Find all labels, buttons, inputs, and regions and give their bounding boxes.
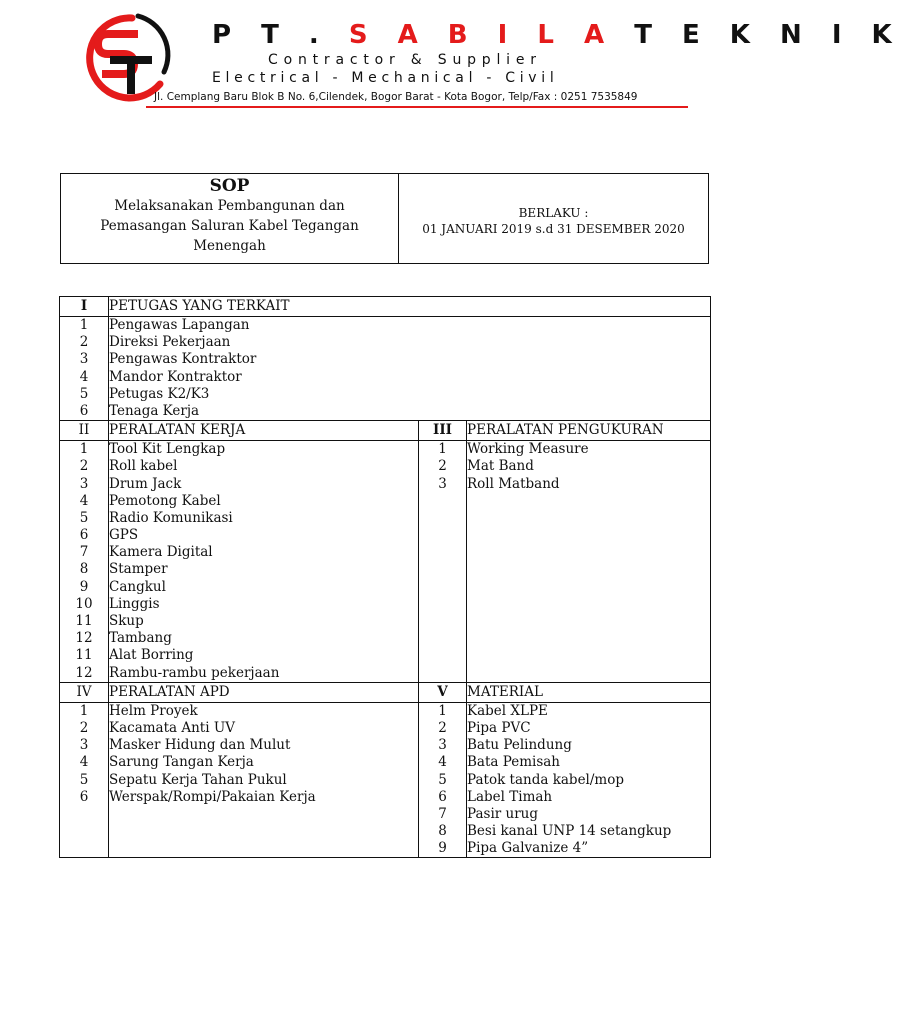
item-number: 12 xyxy=(75,630,93,647)
list-item: Patok tanda kabel/mop xyxy=(467,771,624,788)
item-number: 3 xyxy=(79,475,89,492)
item-column xyxy=(109,702,419,858)
list-item: Direksi Pekerjaan xyxy=(109,334,231,351)
list-item: Helm Proyek xyxy=(109,702,198,719)
item-number: 4 xyxy=(438,754,447,771)
section-title: PERALATAN APD xyxy=(109,682,419,702)
list-item: Linggis xyxy=(109,595,160,612)
item-number: 9 xyxy=(438,840,447,857)
item-number: 1 xyxy=(79,702,89,719)
company-prefix: P T . xyxy=(212,20,330,50)
item-number: 6 xyxy=(79,788,89,805)
item-number: 4 xyxy=(79,368,89,385)
item-number: 2 xyxy=(438,458,447,475)
item-number: 2 xyxy=(79,719,89,736)
section-title: PERALATAN PENGUKURAN xyxy=(467,421,711,441)
list-item: Tool Kit Lengkap xyxy=(109,441,226,458)
company-fields: Electrical - Mechanical - Civil xyxy=(212,70,559,86)
item-number: 2 xyxy=(79,334,89,351)
number-column xyxy=(60,441,109,683)
list-item: Alat Borring xyxy=(109,647,194,664)
list-item: Rambu-rambu pekerjaan xyxy=(109,664,280,681)
list-item: Tambang xyxy=(109,630,172,647)
item-column xyxy=(467,702,711,858)
list-item: Pengawas Kontraktor xyxy=(109,351,257,368)
list-item: Kamera Digital xyxy=(109,544,213,561)
list-item: Sepatu Kerja Tahan Pukul xyxy=(109,771,287,788)
item-number: 6 xyxy=(79,402,89,419)
list-item: Radio Komunikasi xyxy=(109,509,233,526)
section-title: MATERIAL xyxy=(467,682,711,702)
section-header-row xyxy=(60,297,711,317)
item-number: 11 xyxy=(75,647,93,664)
section-numeral: II xyxy=(60,421,109,441)
item-number: 4 xyxy=(79,492,89,509)
sop-subtitle-line: Menengah xyxy=(193,238,266,254)
list-item: Cangkul xyxy=(109,578,166,595)
list-item: Petugas K2/K3 xyxy=(109,385,210,402)
item-number: 3 xyxy=(79,737,89,754)
list-item: Kabel XLPE xyxy=(467,702,548,719)
item-number: 1 xyxy=(438,441,447,458)
number-column xyxy=(60,702,109,858)
item-number: 8 xyxy=(438,823,447,840)
list-item: Kacamata Anti UV xyxy=(109,719,235,736)
section-body-row xyxy=(60,702,711,858)
number-column xyxy=(60,317,109,421)
item-number: 8 xyxy=(79,561,89,578)
company-name-red: S A B I L A xyxy=(348,20,615,50)
section-numeral: III xyxy=(419,421,467,441)
item-number: 5 xyxy=(438,771,447,788)
list-item: Werspak/Rompi/Pakaian Kerja xyxy=(109,788,316,805)
item-number: 6 xyxy=(79,527,89,544)
item-number: 2 xyxy=(438,719,447,736)
item-number: 10 xyxy=(75,595,93,612)
sop-table xyxy=(59,296,711,858)
item-column xyxy=(467,441,711,683)
item-number: 3 xyxy=(438,737,447,754)
list-item: Bata Pemisah xyxy=(467,754,560,771)
company-address: Jl. Cemplang Baru Blok B No. 6,Cilendek, Bogor Barat - Kota Bogor, Telp/Fax : 0251 7535849 xyxy=(154,91,638,103)
company-suffix: T E K N I K xyxy=(634,20,902,50)
list-item: Pipa Galvanize 4” xyxy=(467,840,589,857)
sop-validity-cell xyxy=(399,174,708,263)
list-item: Masker Hidung dan Mulut xyxy=(109,737,291,754)
section-title: PETUGAS YANG TERKAIT xyxy=(109,297,711,317)
address-bar xyxy=(146,91,688,108)
sop-subtitle-line: Pemasangan Saluran Kabel Tegangan xyxy=(100,218,359,234)
sop-title: SOP xyxy=(209,176,250,196)
list-item: Drum Jack xyxy=(109,475,182,492)
item-number: 5 xyxy=(79,509,89,526)
list-item: Batu Pelindung xyxy=(467,737,572,754)
list-item: Besi kanal UNP 14 setangkup xyxy=(467,823,672,840)
list-item: Pemotong Kabel xyxy=(109,492,221,509)
item-column xyxy=(109,317,711,421)
list-item: Skup xyxy=(109,613,144,629)
item-number: 7 xyxy=(438,805,447,822)
section-title: PERALATAN KERJA xyxy=(109,421,419,441)
item-number: 3 xyxy=(79,351,89,368)
list-item: Mandor Kontraktor xyxy=(109,368,242,385)
sop-header-box xyxy=(60,173,709,264)
validity-label: BERLAKU : xyxy=(518,205,589,220)
section-numeral: V xyxy=(419,682,467,702)
section-body-row xyxy=(60,317,711,421)
list-item: Label Timah xyxy=(467,788,553,805)
section-numeral: I xyxy=(60,297,109,317)
list-item: Pipa PVC xyxy=(467,719,531,736)
list-item: Stamper xyxy=(109,561,168,578)
validity-period: 01 JANUARI 2019 s.d 31 DESEMBER 2020 xyxy=(422,221,685,236)
section-numeral: IV xyxy=(60,682,109,702)
company-tagline: Contractor & Supplier xyxy=(268,52,542,68)
number-column xyxy=(419,702,467,858)
list-item: Sarung Tangan Kerja xyxy=(109,754,254,771)
list-item: Roll kabel xyxy=(109,458,178,475)
list-item: GPS xyxy=(109,527,139,544)
item-number: 1 xyxy=(79,317,89,333)
item-number: 1 xyxy=(438,702,447,719)
item-number: 5 xyxy=(79,771,89,788)
list-item: Roll Matband xyxy=(467,475,560,492)
item-number: 6 xyxy=(438,788,447,805)
item-column xyxy=(109,441,419,683)
list-item: Tenaga Kerja xyxy=(109,402,200,419)
section-header-row xyxy=(60,421,711,441)
sop-title-cell xyxy=(61,174,399,263)
item-number: 3 xyxy=(438,475,447,492)
section-header-row xyxy=(60,682,711,702)
item-number: 11 xyxy=(75,613,93,629)
sop-subtitle-line: Melaksanakan Pembangunan dan xyxy=(114,198,345,214)
item-number: 7 xyxy=(79,544,89,561)
item-number: 4 xyxy=(79,754,89,771)
number-column xyxy=(419,441,467,683)
list-item: Working Measure xyxy=(467,441,589,458)
company-name xyxy=(212,20,902,52)
list-item: Pengawas Lapangan xyxy=(109,317,250,333)
list-item: Pasir urug xyxy=(467,805,539,822)
item-number: 12 xyxy=(75,664,93,681)
section-body-row xyxy=(60,441,711,683)
item-number: 2 xyxy=(79,458,89,475)
list-item: Mat Band xyxy=(467,458,534,475)
item-number: 9 xyxy=(79,578,89,595)
item-number: 1 xyxy=(79,441,89,458)
item-number: 5 xyxy=(79,385,89,402)
